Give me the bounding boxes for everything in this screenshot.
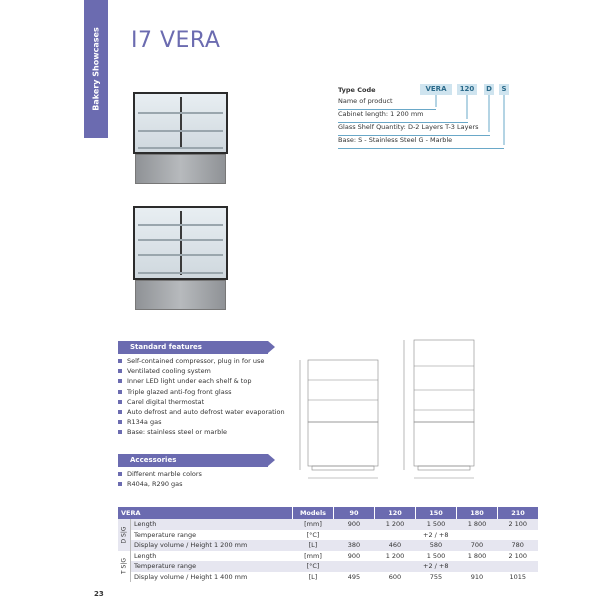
type-code-box: S — [499, 84, 509, 95]
row-label: Temperature range — [134, 530, 197, 539]
type-code-box: VERA — [420, 84, 452, 95]
type-code-row: Name of product — [338, 97, 436, 110]
table-cell: 910 — [470, 572, 484, 581]
product-photo-t — [133, 206, 228, 310]
table-cell: 380 — [334, 540, 375, 551]
table-row — [118, 519, 538, 530]
type-code-row: Glass Shelf Quantity: D-2 Layers T-3 Layers — [338, 123, 490, 136]
table-row — [118, 540, 538, 551]
table-cell: 900 — [347, 551, 361, 560]
row-label: Display volume / Height 1 200 mm — [131, 540, 293, 551]
list-item: Ventilated cooling system — [118, 366, 285, 376]
group-label: D S|G — [118, 519, 131, 551]
table-header-cell: 120 — [375, 507, 416, 519]
product-photo-d — [133, 92, 228, 184]
spec-table — [118, 507, 538, 582]
table-row — [118, 530, 538, 541]
row-unit: [mm] — [293, 519, 334, 530]
table-cell: 2 100 — [498, 519, 539, 530]
row-label: Length — [134, 551, 157, 560]
list-item: Self-contained compressor, plug in for use — [118, 356, 285, 366]
row-unit: [L] — [293, 540, 334, 551]
list-item: Carel digital thermostat — [118, 397, 285, 407]
table-cell: 700 — [457, 540, 498, 551]
page-title: I7 VERA — [131, 28, 221, 53]
technical-drawing-front — [290, 358, 390, 486]
list-item: R404a, R290 gas — [118, 479, 202, 489]
display-glass — [133, 92, 228, 154]
side-tab-label: Bakery Showcases — [91, 27, 101, 111]
page-number: 23 — [94, 590, 104, 598]
table-cell: 600 — [388, 572, 402, 581]
table-cell: 780 — [498, 540, 539, 551]
table-cell: 2 100 — [508, 551, 528, 560]
table-cell: +2 / +8 — [334, 561, 539, 572]
table-header-cell: 180 — [457, 507, 498, 519]
row-label: Length — [131, 519, 293, 530]
row-label: Display volume / Height 1 400 mm — [134, 572, 248, 581]
type-code-row: Cabinet length: 1 200 mm — [338, 110, 468, 123]
table-header-cell: Models — [293, 507, 334, 519]
list-item: Base: stainless steel or marble — [118, 427, 285, 437]
row-unit: [°C] — [306, 530, 320, 539]
table-header-cell: 150 — [416, 507, 457, 519]
table-cell: 755 — [429, 572, 443, 581]
table-header-cell: 210 — [498, 507, 539, 519]
row-unit: [L] — [308, 572, 318, 581]
list-item: Different marble colors — [118, 469, 202, 479]
table-cell: 1 200 — [385, 551, 405, 560]
list-item: Inner LED light under each shelf & top — [118, 376, 285, 386]
table-cell: +2 / +8 — [423, 530, 449, 539]
table-header-cell: VERA — [118, 507, 293, 519]
table-cell: 460 — [375, 540, 416, 551]
list-item: Auto defrost and auto defrost water evaporation — [118, 407, 285, 417]
standard-features-list — [118, 356, 285, 438]
table-row — [118, 561, 538, 572]
table-row — [118, 572, 538, 583]
table-cell: 1 200 — [375, 519, 416, 530]
technical-drawing-side — [392, 338, 482, 486]
section-side-tab — [84, 0, 108, 138]
cabinet-base — [135, 280, 226, 310]
table-cell: 1 800 — [457, 519, 498, 530]
table-cell: 1 500 — [426, 551, 446, 560]
type-code-box: D — [484, 84, 494, 95]
accessories-list — [118, 469, 202, 489]
row-unit: [mm] — [304, 551, 322, 560]
type-code-heading: Type Code — [338, 86, 376, 94]
list-item: Triple glazed anti-fog front glass — [118, 387, 285, 397]
row-unit: [°C] — [293, 561, 334, 572]
type-code-box: 120 — [457, 84, 477, 95]
row-label: Temperature range — [131, 561, 293, 572]
group-label: T S|G — [118, 551, 131, 583]
accessories-heading: Accessories — [118, 454, 268, 467]
table-header-cell: 90 — [334, 507, 375, 519]
cabinet-base — [135, 154, 226, 184]
table-cell: 900 — [334, 519, 375, 530]
type-code-row: Base: S - Stainless Steel G - Marble — [338, 136, 504, 149]
table-cell: 495 — [347, 572, 361, 581]
table-row — [118, 551, 538, 562]
list-item: R134a gas — [118, 417, 285, 427]
table-cell: 1 500 — [416, 519, 457, 530]
table-cell: 580 — [416, 540, 457, 551]
display-glass — [133, 206, 228, 280]
table-cell: 1 800 — [467, 551, 487, 560]
standard-features-heading: Standard features — [118, 341, 268, 354]
table-cell: 1015 — [509, 572, 527, 581]
